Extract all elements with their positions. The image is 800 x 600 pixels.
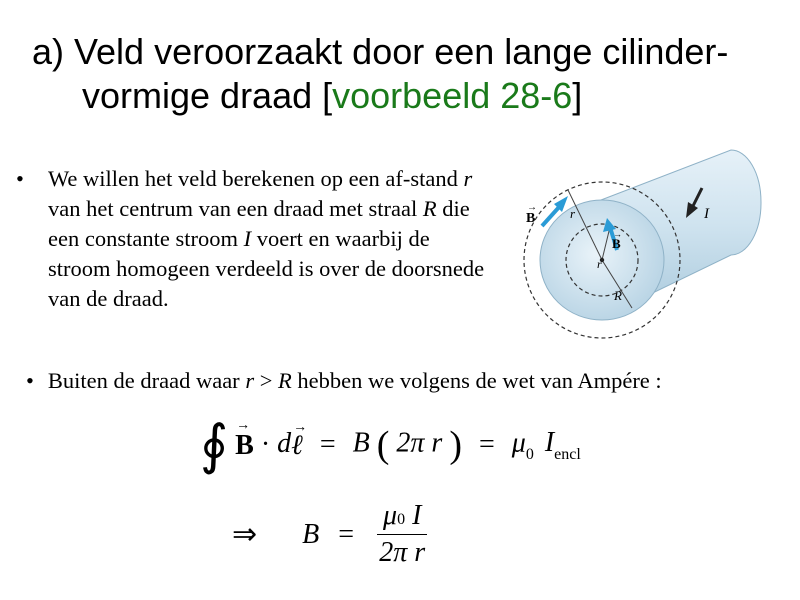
label-R: R bbox=[614, 288, 622, 303]
field-result-equation bbox=[232, 500, 427, 580]
label-B-inner: B bbox=[612, 236, 621, 251]
left-paren: ( bbox=[376, 424, 390, 466]
cylinder-wire-figure bbox=[506, 140, 776, 350]
two-pi-r: 2π r bbox=[396, 427, 443, 459]
equals-sign: = bbox=[478, 429, 495, 460]
symbol-I: I bbox=[412, 500, 422, 531]
vector-B bbox=[235, 418, 254, 462]
equals-sign: = bbox=[319, 429, 336, 460]
title-line-2 bbox=[32, 74, 782, 118]
fraction-denominator bbox=[377, 535, 427, 569]
symbol-r: r bbox=[245, 368, 255, 393]
bullet-text-part: Buiten de draad waar bbox=[47, 368, 246, 393]
bullet-text bbox=[48, 164, 496, 314]
vector-arrow: → bbox=[236, 418, 251, 434]
bullet-text-part: van het centrum van een draad met straal bbox=[48, 196, 423, 221]
symbol-mu: μ bbox=[383, 500, 398, 531]
label-r-outer: r bbox=[570, 206, 576, 221]
symbol-d: d bbox=[277, 428, 292, 460]
mu-subscript: 0 bbox=[397, 511, 406, 528]
ampere-law-equation bbox=[200, 415, 581, 490]
title-line-2-suffix: ] bbox=[572, 75, 583, 116]
fraction bbox=[377, 500, 427, 569]
bullet-marker: • bbox=[26, 368, 34, 393]
vector-arrow: → bbox=[293, 419, 308, 435]
closed-integral-symbol: ∮ bbox=[200, 415, 229, 475]
bullet-text-part: voert en waarbij de stroom homogeen verdeeld is over de doorsnede van de draad. bbox=[48, 226, 485, 311]
two-pi-r: 2π r bbox=[379, 537, 426, 568]
example-reference: voorbeeld 28-6 bbox=[332, 75, 573, 116]
fraction-numerator bbox=[377, 500, 427, 535]
title-line-1: a) Veld veroorzaakt door een lange cilinder- bbox=[32, 31, 729, 72]
dot-operator: · bbox=[260, 429, 271, 460]
symbol-R: R bbox=[422, 196, 437, 221]
slide-title bbox=[32, 30, 782, 118]
symbol-I: I bbox=[544, 427, 555, 459]
symbol-r: r bbox=[463, 166, 473, 191]
bullet-text-part: hebben we volgens de wet van Ampére : bbox=[291, 368, 662, 393]
label-I: I bbox=[704, 206, 709, 222]
bullet-description bbox=[16, 164, 496, 314]
vector-dl bbox=[277, 419, 308, 462]
bullet-text-part: We willen het veld berekenen op een af-stand bbox=[48, 166, 464, 191]
bullet-text-part: die een constante stroom bbox=[48, 196, 470, 251]
vector-B-letter: B bbox=[235, 429, 254, 461]
title-line-2-prefix: vormige draad [ bbox=[82, 75, 333, 116]
bullet-ampere bbox=[26, 366, 796, 396]
symbol-B: B bbox=[352, 427, 370, 459]
greater-than: > bbox=[254, 368, 279, 393]
label-B-outer: B bbox=[526, 211, 536, 226]
symbol-R: R bbox=[278, 368, 292, 393]
label-B-outer-arrow: → bbox=[527, 202, 537, 213]
label-B-inner-arrow: → bbox=[613, 229, 622, 239]
symbol-ell: ℓ bbox=[291, 429, 303, 461]
subscript-encl: encl bbox=[554, 446, 581, 464]
equals-sign: = bbox=[338, 518, 355, 550]
symbol-mu: μ bbox=[511, 427, 526, 459]
symbol-B: B bbox=[302, 518, 320, 550]
implies-arrow: ⇒ bbox=[232, 518, 258, 551]
right-paren: ) bbox=[449, 424, 462, 466]
mu-subscript: 0 bbox=[525, 446, 534, 464]
symbol-I: I bbox=[243, 226, 252, 251]
bullet-marker: • bbox=[16, 166, 24, 191]
label-r-inner: r bbox=[597, 257, 602, 271]
